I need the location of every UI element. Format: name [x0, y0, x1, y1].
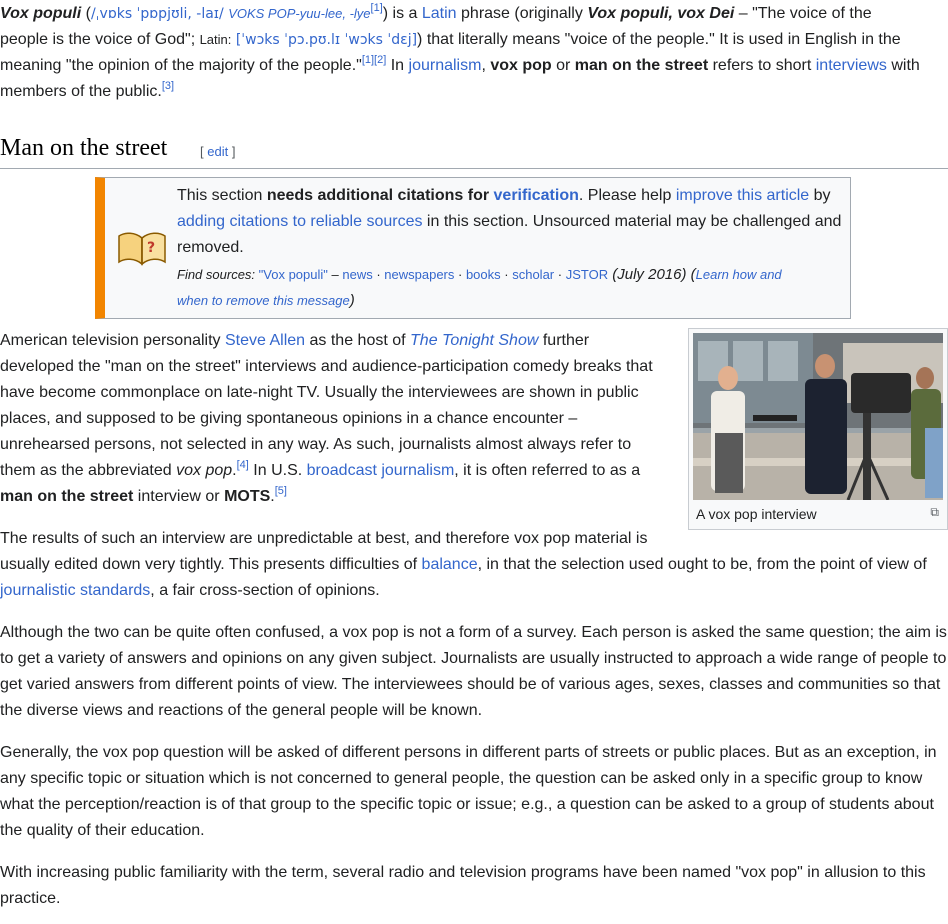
p6-line-1: With increasing public familiarity with the term, several radio and television programs have been named "vox pop" in allusion to this — [0, 864, 926, 881]
intro-text: In — [386, 57, 409, 74]
p3-text: usually edited down very tightly. This presents difficulties of — [0, 556, 422, 573]
find-sources-line-2 — [177, 288, 355, 314]
p2-line-6: them as the abbreviated vox pop.[4] In U.S. broadcast journalism, it is often referred to as a — [0, 459, 641, 479]
find-sources-line — [177, 262, 782, 288]
edit-bracket: [ — [200, 144, 208, 159]
vox-pop-interview-image[interactable] — [693, 333, 943, 500]
notice-text: . Please help — [578, 187, 676, 204]
mots-bold: man on the street — [0, 488, 134, 505]
tonight-show-link[interactable]: The Tonight Show — [410, 332, 539, 349]
p2-text: . — [270, 488, 275, 505]
p6-line-2: practice. — [0, 890, 61, 907]
intro-text: people is the voice of God"; — [0, 31, 200, 48]
intro-text: , — [481, 57, 491, 74]
intro-text: or — [551, 57, 575, 74]
respelling-link[interactable]: VOKS POP-yuu-lee, -⁠lye — [228, 6, 371, 21]
vox-pop-italic: vox pop — [176, 462, 233, 479]
notice-line-3 — [177, 235, 244, 261]
intro-line-1: Vox populi (/ˌvɒks ˈpɒpjʊli, -laɪ/ VOKS POP-yuu-lee, -⁠lye[1]) is a Latin phrase (originally Vox populi, vox Dei – "The voice of the — [0, 2, 872, 22]
sep: · — [372, 267, 385, 282]
magnify-icon[interactable]: ⧉ — [930, 505, 939, 519]
p3-line-2 — [0, 552, 927, 578]
journalism-link[interactable]: journalism — [408, 57, 482, 74]
intro-text: members of the public. — [0, 83, 162, 100]
notice-line-2 — [177, 209, 841, 235]
verification-link[interactable]: verification — [493, 187, 579, 204]
ref-2[interactable]: [2] — [374, 54, 387, 66]
section-divider — [0, 168, 948, 169]
ref-1[interactable]: [1] — [370, 2, 383, 14]
section-heading: Man on the street — [0, 135, 168, 161]
intro-term: Vox populi — [0, 5, 82, 22]
p3-text: , in that the selection used ought to be, from the point of view of — [477, 556, 927, 573]
notice-text: by — [809, 187, 831, 204]
p2-line-5: unrehearsed persons, not selected in any way. As such, journalists almost always refer to — [0, 436, 632, 453]
book-question-icon — [117, 226, 167, 268]
newspapers-link[interactable]: newspapers — [384, 267, 455, 282]
ref-1b[interactable]: [1] — [361, 54, 375, 66]
p2-line-2: developed the "man on the street" interviews and audience-participation comedy breaks that — [0, 358, 653, 375]
citation-notice-box — [95, 177, 851, 319]
p4-line-1: Although the two can be quite often confused, a vox pop is not a form of a survey. Each person is asked the same question; the aim is — [0, 624, 947, 641]
intro-line-2 — [0, 27, 901, 53]
edit-bracket: ] — [228, 144, 236, 159]
vox-pop-bold: vox pop — [490, 57, 552, 74]
learn-how-link[interactable]: Learn how and — [695, 267, 782, 282]
intro-text: ) that literally means "voice of the people." It is used in English in the — [417, 31, 901, 48]
p5-line-4: the quality of their education. — [0, 822, 205, 839]
p4-line-2: to get a variety of answers and opinions on any given subject. Journalists are usually instructed to approach a wide range of people to — [0, 650, 947, 667]
intro-line-4 — [0, 79, 174, 105]
notice-text: removed. — [177, 239, 244, 256]
svg-text:?: ? — [147, 240, 156, 256]
p2-text: as the host of — [305, 332, 411, 349]
notice-line-1 — [177, 183, 831, 209]
interviews-link[interactable]: interviews — [815, 57, 887, 74]
find-sources-label: Find sources: — [177, 267, 259, 282]
p2-line-4: places, and supposed to be giving spontaneous opinions in a chance encounter – — [0, 410, 578, 427]
mots-bold: man on the street — [574, 57, 709, 74]
p2-line-1 — [0, 328, 589, 354]
sep: · — [500, 267, 513, 282]
intro-text: – "The voice of the — [734, 5, 872, 22]
latin-link[interactable]: Latin — [421, 5, 457, 22]
p2-line-3: have become commonplace on late-night TV. Usually the interviewees are shown in public — [0, 384, 639, 401]
p4-line-3: get varied answers from different points of view. The interviewees should be of various ages, sexes, classes and communities so that — [0, 676, 941, 693]
jstor-link[interactable]: JSTOR — [565, 267, 609, 282]
p4-line-4: the diverse views and reactions of the general people will be known. — [0, 702, 483, 719]
mots-abbr: MOTS — [224, 488, 271, 505]
notice-date: (July 2016) ( — [608, 266, 696, 283]
ref-3[interactable]: [3] — [161, 80, 175, 92]
steve-allen-link[interactable]: Steve Allen — [225, 332, 306, 349]
remove-message-link[interactable]: when to remove this message — [177, 293, 350, 308]
news-link[interactable]: news — [342, 267, 373, 282]
edit-section — [200, 144, 235, 159]
edit-link[interactable]: edit — [207, 144, 229, 159]
p5-line-1: Generally, the vox pop question will be asked of different persons in different parts of streets or public places. But as an exception, in — [0, 744, 937, 761]
latin-ipa-link[interactable]: [ˈwɔks ˈpɔ.pʊ.lɪ ˈwɔks ˈdɛj] — [235, 32, 418, 48]
intro-text: meaning "the opinion of the majority of the people." — [0, 57, 362, 74]
p2-text: further — [538, 332, 590, 349]
notice-text: in this section. Unsourced material may be challenged and — [422, 213, 842, 230]
intro-text: refers to short — [708, 57, 816, 74]
p2-text: American television personality — [0, 332, 225, 349]
ref-5[interactable]: [5] — [274, 485, 287, 497]
broadcast-journalism-link[interactable]: broadcast journalism — [306, 462, 455, 479]
p2-text: In U.S. — [248, 462, 307, 479]
ref-4[interactable]: [4] — [236, 459, 249, 471]
notice-bold: needs additional citations for — [266, 187, 494, 204]
figure-caption: A vox pop interview — [696, 506, 817, 522]
query-link[interactable]: "Vox populi" — [258, 267, 328, 282]
p3-line-1: The results of such an interview are unpredictable at best, and therefore vox pop material is — [0, 530, 648, 547]
ipa-pronunciation-link[interactable]: /ˌvɒks ˈpɒpjʊli, -laɪ/ — [90, 6, 224, 22]
intro-text: with — [886, 57, 920, 74]
p2-text: interview or — [133, 488, 225, 505]
notice-text: This section — [177, 187, 267, 204]
improve-article-link[interactable]: improve this article — [675, 187, 810, 204]
sep: – — [327, 267, 343, 282]
p2-line-7 — [0, 484, 287, 510]
intro-line-3 — [0, 53, 920, 79]
adding-citations-link[interactable]: adding citations to reliable sources — [177, 213, 423, 230]
balance-link[interactable]: balance — [421, 556, 478, 573]
journalistic-standards-link[interactable]: journalistic standards — [0, 582, 151, 599]
p2-text: , it is often referred to as a — [454, 462, 641, 479]
p5-line-2: any specific topic or situation which is not concerned to general people, the question can be asked only in a specific group to know — [0, 770, 923, 787]
intro-text: phrase (originally — [456, 5, 588, 22]
original-phrase: Vox populi, vox Dei — [587, 5, 735, 22]
p5-line-3: what the perception/reaction is of that group to the specific topic or issue; e.g., a question can be asked to a group of students about — [0, 796, 934, 813]
scholar-link[interactable]: scholar — [512, 267, 555, 282]
p3-line-3 — [0, 578, 380, 604]
paren: ) — [349, 292, 355, 309]
latin-label: Latin: — [199, 32, 232, 47]
sep: · — [554, 267, 566, 282]
sep: · — [454, 267, 466, 282]
books-link[interactable]: books — [465, 267, 501, 282]
intro-text: ) is a — [382, 5, 422, 22]
p3-text: , a fair cross-section of opinions. — [150, 582, 380, 599]
p2-text: them as the abbreviated — [0, 462, 177, 479]
figure-thumbnail — [688, 328, 948, 530]
